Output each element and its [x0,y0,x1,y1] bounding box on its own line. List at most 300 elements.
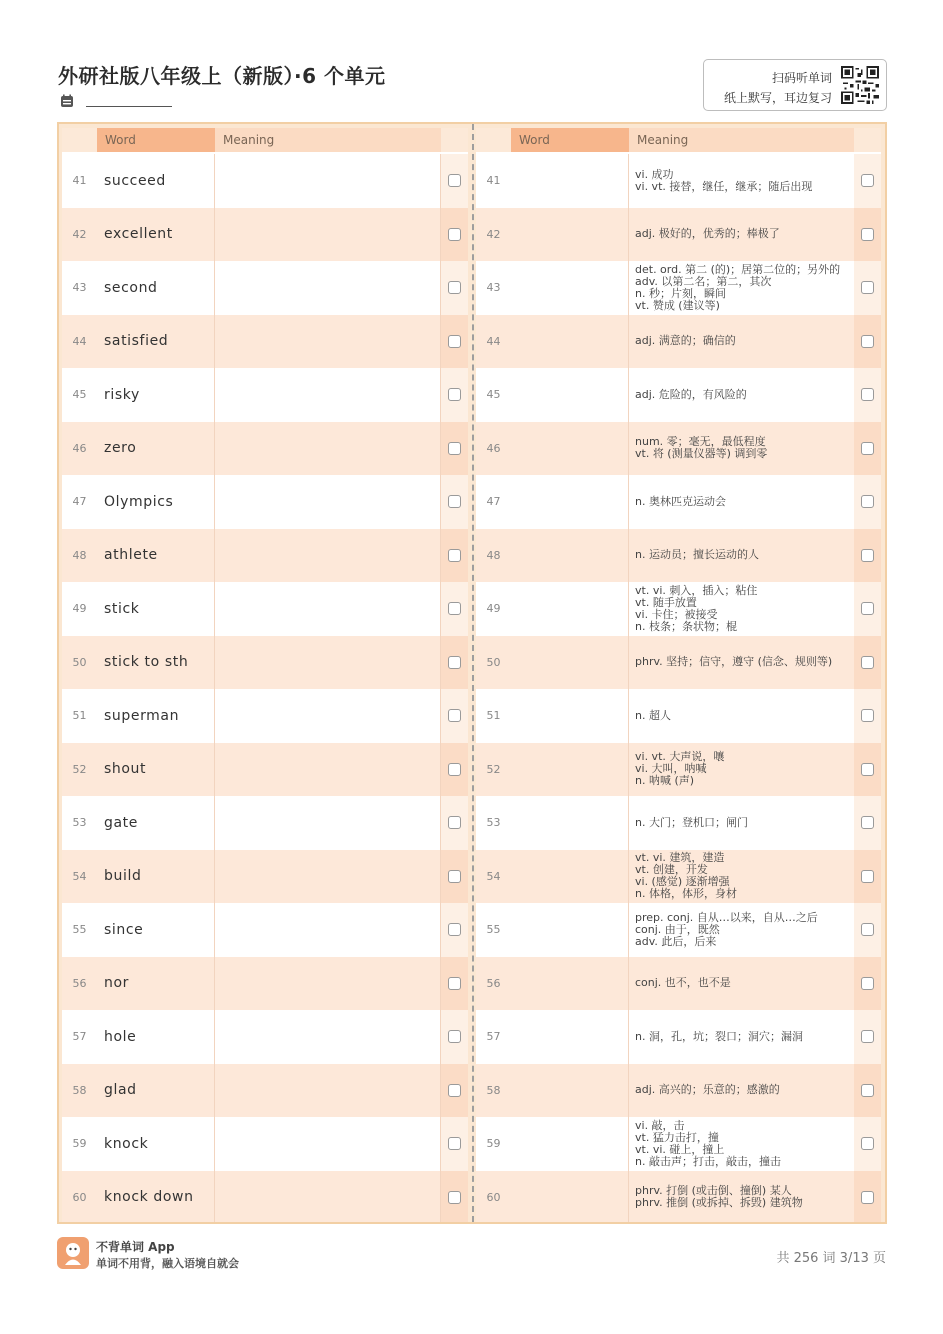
meaning-text [629,315,854,369]
meaning-line: vi. 卡住；被接受 [635,607,718,621]
row-number: 57 [486,1030,501,1044]
fold-divider [472,124,474,1222]
word-blank[interactable] [511,422,629,476]
meaning-blank[interactable] [215,636,441,690]
meaning-panel [476,128,881,1222]
word-row [62,315,468,369]
meaning-blank[interactable] [215,529,441,583]
word-row [62,903,468,957]
word-text: second [97,261,215,315]
check-cell [441,957,468,1011]
checkbox[interactable] [861,816,874,829]
meaning-blank[interactable] [215,743,441,797]
check-cell [441,529,468,583]
check-cell [854,529,881,583]
word-blank[interactable] [511,208,629,262]
word-text: build [97,850,215,904]
word-text: gate [97,796,215,850]
app-logo [57,1237,89,1269]
row-number: 55 [72,923,87,937]
meaning-line: n. 敲击声；打击，敲击，撞击 [635,1154,781,1168]
qr-panel [703,59,887,111]
date-field [60,94,172,108]
meaning-blank[interactable] [215,689,441,743]
word-row [62,1064,468,1118]
meaning-row [476,1117,881,1171]
meaning-line: vt. 猛力击打，撞 [635,1130,719,1144]
meaning-row [476,261,881,315]
meaning-line: n. 奥林匹克运动会 [635,494,726,508]
check-cell [854,422,881,476]
qr-code-icon[interactable] [841,66,879,104]
row-number: 56 [72,976,87,990]
checkbox[interactable] [861,549,874,562]
word-blank[interactable] [511,315,629,369]
checkbox[interactable] [448,495,461,508]
word-blank[interactable] [511,1064,629,1118]
app-slogan: 单词不用背，融入语境自就会 [96,1257,239,1270]
meaning-row [476,903,881,957]
checkbox[interactable] [448,549,461,562]
check-cell [441,422,468,476]
row-number: 60 [486,1190,501,1204]
word-row [62,154,468,208]
check-cell [441,154,468,208]
check-cell [854,1117,881,1171]
meaning-column-header: Meaning [629,128,854,152]
meaning-row [476,850,881,904]
check-cell [854,689,881,743]
word-row [62,422,468,476]
meaning-row [476,582,881,636]
checkbox[interactable] [861,281,874,294]
meaning-line: adj. 危险的，有风险的 [635,387,747,401]
word-row [62,529,468,583]
check-cell [854,154,881,208]
checkbox[interactable] [861,709,874,722]
meaning-line: vi. 成功 [635,167,674,181]
meaning-blank[interactable] [215,154,441,208]
meaning-line: n. 秒；片刻，瞬间 [635,286,726,300]
word-blank[interactable] [511,154,629,208]
meaning-row [476,368,881,422]
word-row [62,796,468,850]
row-number: 46 [486,441,501,455]
word-text: hole [97,1010,215,1064]
checkbox[interactable] [861,1030,874,1043]
vocab-sheet [57,122,887,1224]
row-number: 41 [72,174,87,188]
check-cell [441,208,468,262]
word-row [62,636,468,690]
word-column-header: Word [511,128,629,152]
meaning-row [476,1171,881,1223]
checkbox[interactable] [448,763,461,776]
meaning-line: vt. vi. 碰上，撞上 [635,1142,725,1156]
meaning-line: phrv. 推倒 (或拆掉、拆毁) 建筑物 [635,1196,803,1210]
checkbox[interactable] [448,977,461,990]
word-row [62,689,468,743]
row-number: 47 [72,495,87,509]
check-cell [441,475,468,529]
meaning-text [629,743,854,797]
meaning-blank[interactable] [215,582,441,636]
meaning-line: vt. 赞成 (建议等) [635,298,720,312]
word-row [62,743,468,797]
word-text: athlete [97,529,215,583]
meaning-blank[interactable] [215,475,441,529]
meaning-line: vt. 将 (测量仪器等) 调到零 [635,447,768,461]
word-blank[interactable] [511,957,629,1011]
row-number: 43 [72,281,87,295]
meaning-line: adj. 高兴的；乐意的；感激的 [635,1083,780,1097]
word-blank[interactable] [511,368,629,422]
meaning-text [629,957,854,1011]
word-text: stick [97,582,215,636]
date-blank-line [86,106,172,107]
checkbox[interactable] [448,388,461,401]
checkbox[interactable] [861,763,874,776]
checkbox[interactable] [448,870,461,883]
check-cell [854,1064,881,1118]
row-number: 56 [486,976,501,990]
row-number: 54 [486,869,501,883]
meaning-blank[interactable] [215,1010,441,1064]
checkbox[interactable] [448,602,461,615]
meaning-line: vi. vt. 大声说，嚷 [635,750,725,764]
word-text: Olympics [97,475,215,529]
meaning-line: det. ord. 第二 (的)；居第二位的；另外的 [635,262,841,276]
meaning-text [629,475,854,529]
word-row [62,368,468,422]
check-cell [441,1117,468,1171]
meaning-row [476,957,881,1011]
meaning-row [476,475,881,529]
checkbox[interactable] [448,228,461,241]
meaning-blank[interactable] [215,1117,441,1171]
meaning-line: vt. vi. 刺入，插入；粘住 [635,583,758,597]
row-number: 55 [486,923,501,937]
check-cell [854,743,881,797]
check-cell [441,315,468,369]
checkbox[interactable] [861,870,874,883]
meaning-blank[interactable] [215,368,441,422]
check-cell [854,636,881,690]
meaning-row [476,422,881,476]
row-number: 42 [486,227,501,241]
word-text: glad [97,1064,215,1118]
check-cell [854,1010,881,1064]
meaning-blank[interactable] [215,850,441,904]
meaning-line: vt. 随手放置 [635,595,697,609]
qr-caption-1: 扫码听单词 [771,71,832,85]
row-number: 45 [72,388,87,402]
checkbox[interactable] [448,656,461,669]
word-text: risky [97,368,215,422]
row-number: 58 [72,1083,87,1097]
meaning-line: n. 体格，体形，身材 [635,887,737,901]
checkbox[interactable] [448,442,461,455]
check-cell [854,582,881,636]
meaning-line: adj. 极好的，优秀的；棒极了 [635,227,780,241]
calendar-icon [60,94,74,108]
meaning-line: conj. 也不，也不是 [635,976,731,990]
meaning-line: n. 洞，孔，坑；裂口；洞穴；漏洞 [635,1029,803,1043]
check-cell [441,796,468,850]
word-row [62,208,468,262]
checkbox[interactable] [861,1084,874,1097]
meaning-text [629,689,854,743]
meaning-row [476,796,881,850]
meaning-text [629,368,854,422]
checkbox[interactable] [861,923,874,936]
meaning-row [476,208,881,262]
word-text: excellent [97,208,215,262]
word-row [62,582,468,636]
row-number: 49 [72,602,87,616]
check-cell [854,957,881,1011]
word-blank[interactable] [511,850,629,904]
row-number: 50 [72,655,87,669]
word-row [62,1117,468,1171]
row-number: 52 [72,762,87,776]
word-row [62,261,468,315]
word-blank[interactable] [511,1117,629,1171]
checkbox[interactable] [861,388,874,401]
meaning-text [629,1117,854,1171]
word-blank[interactable] [511,743,629,797]
word-blank[interactable] [511,1171,629,1223]
check-cell [854,475,881,529]
word-row [62,957,468,1011]
page-count: 共 256 词 3/13 页 [776,1251,886,1266]
meaning-text [629,582,854,636]
meaning-line: conj. 由于，既然 [635,922,720,936]
meaning-text [629,422,854,476]
meaning-line: n. 大门；登机口；闸门 [635,815,748,829]
check-cell [441,903,468,957]
page-title: 外研社版八年级上（新版）·6 个单元 [58,64,386,88]
row-number: 53 [72,816,87,830]
meaning-line: n. 运动员；擅长运动的人 [635,548,759,562]
word-row [62,850,468,904]
row-number: 59 [486,1137,501,1151]
checkbox[interactable] [448,335,461,348]
word-text: shout [97,743,215,797]
checkbox[interactable] [861,228,874,241]
row-number: 58 [486,1083,501,1097]
row-number: 50 [486,655,501,669]
checkbox[interactable] [448,281,461,294]
row-number: 51 [72,709,87,723]
row-number: 44 [72,334,87,348]
row-number: 47 [486,495,501,509]
checkbox[interactable] [861,977,874,990]
word-text: succeed [97,154,215,208]
row-number: 51 [486,709,501,723]
checkbox[interactable] [448,1030,461,1043]
meaning-blank[interactable] [215,1171,441,1223]
meaning-row [476,154,881,208]
meaning-text [629,796,854,850]
checkbox[interactable] [861,602,874,615]
checkbox[interactable] [861,174,874,187]
meaning-line: vi. (感觉) 逐渐增强 [635,875,730,889]
word-text: stick to sth [97,636,215,690]
check-cell [441,850,468,904]
row-number: 45 [486,388,501,402]
check-cell [441,636,468,690]
meaning-row [476,636,881,690]
check-cell [854,315,881,369]
meaning-line: prep. conj. 自从…以来，自从…之后 [635,910,818,924]
word-blank[interactable] [511,1010,629,1064]
checkbox[interactable] [861,656,874,669]
meaning-line: adv. 此后，后来 [635,934,717,948]
word-row [62,1171,468,1223]
meaning-line: n. 呐喊 (声) [635,774,695,788]
meaning-line: num. 零；毫无，最低程度 [635,435,766,449]
meaning-text [629,1064,854,1118]
word-panel [62,128,468,1222]
meaning-row [476,1010,881,1064]
word-blank[interactable] [511,475,629,529]
meaning-line: phrv. 打倒 (或击倒、撞倒) 某人 [635,1184,792,1198]
meaning-row [476,1064,881,1118]
meaning-text [629,903,854,957]
word-text: knock down [97,1171,215,1223]
row-number: 60 [72,1190,87,1204]
meaning-text [629,154,854,208]
row-number: 49 [486,602,501,616]
meaning-line: n. 枝条；条状物；棍 [635,619,737,633]
meaning-blank[interactable] [215,422,441,476]
row-number: 46 [72,441,87,455]
word-panel-header [62,128,468,152]
checkbox[interactable] [448,816,461,829]
checkbox[interactable] [448,1191,461,1204]
check-cell [441,1171,468,1223]
word-column-header: Word [97,128,215,152]
word-blank[interactable] [511,903,629,957]
check-cell [854,368,881,422]
check-cell [854,208,881,262]
meaning-row [476,743,881,797]
checkbox[interactable] [861,442,874,455]
meaning-text [629,850,854,904]
meaning-text [629,1171,854,1223]
row-number: 43 [486,281,501,295]
row-number: 53 [486,816,501,830]
checkbox[interactable] [448,709,461,722]
word-blank[interactable] [511,529,629,583]
meaning-blank[interactable] [215,957,441,1011]
check-cell [441,1064,468,1118]
check-cell [854,903,881,957]
row-number: 41 [486,174,501,188]
check-cell [441,261,468,315]
checkbox[interactable] [861,1191,874,1204]
check-cell [441,743,468,797]
meaning-column-header: Meaning [215,128,441,152]
meaning-line: n. 超人 [635,708,671,722]
word-blank[interactable] [511,796,629,850]
qr-caption-2: 纸上默写，耳边复习 [723,91,832,105]
check-cell [441,582,468,636]
meaning-blank[interactable] [215,315,441,369]
word-blank[interactable] [511,689,629,743]
meaning-text [629,636,854,690]
check-cell [441,1010,468,1064]
checkbox[interactable] [448,923,461,936]
check-cell [441,689,468,743]
meaning-blank[interactable] [215,796,441,850]
meaning-panel-header [476,128,881,152]
check-cell [854,1171,881,1223]
word-row [62,475,468,529]
meaning-text [629,529,854,583]
checkbox[interactable] [448,1137,461,1150]
meaning-line: vt. vi. 建筑，建造 [635,851,725,865]
checkbox[interactable] [861,1137,874,1150]
meaning-line: adv. 以第二名；第二，其次 [635,274,772,288]
row-number: 54 [72,869,87,883]
meaning-line: vi. 敲，击 [635,1118,685,1132]
checkbox[interactable] [448,174,461,187]
check-cell [854,261,881,315]
meaning-blank[interactable] [215,1064,441,1118]
word-blank[interactable] [511,636,629,690]
meaning-blank[interactable] [215,208,441,262]
word-text: since [97,903,215,957]
meaning-text [629,208,854,262]
meaning-text [629,261,854,315]
meaning-line: phrv. 坚持；信守，遵守 (信念、规则等) [635,655,833,669]
checkbox[interactable] [448,1084,461,1097]
meaning-line: vt. 创建，开发 [635,863,708,877]
meaning-row [476,315,881,369]
row-number: 57 [72,1030,87,1044]
word-blank[interactable] [511,261,629,315]
word-text: satisfied [97,315,215,369]
check-cell [441,368,468,422]
word-text: nor [97,957,215,1011]
meaning-row [476,529,881,583]
checkbox[interactable] [861,335,874,348]
meaning-blank[interactable] [215,261,441,315]
row-number: 48 [72,548,87,562]
checkbox[interactable] [861,495,874,508]
row-number: 42 [72,227,87,241]
word-blank[interactable] [511,582,629,636]
meaning-blank[interactable] [215,903,441,957]
app-name: 不背单词 App [96,1240,175,1254]
meaning-row [476,689,881,743]
word-text: knock [97,1117,215,1171]
word-row [62,1010,468,1064]
word-text: superman [97,689,215,743]
meaning-line: adj. 满意的；确信的 [635,334,736,348]
row-number: 59 [72,1137,87,1151]
check-cell [854,850,881,904]
meaning-text [629,1010,854,1064]
word-text: zero [97,422,215,476]
row-number: 44 [486,334,501,348]
meaning-line: vi. 大叫，呐喊 [635,762,707,776]
meaning-line: vi. vt. 接替，继任，继承；随后出现 [635,179,813,193]
row-number: 48 [486,548,501,562]
row-number: 52 [486,762,501,776]
